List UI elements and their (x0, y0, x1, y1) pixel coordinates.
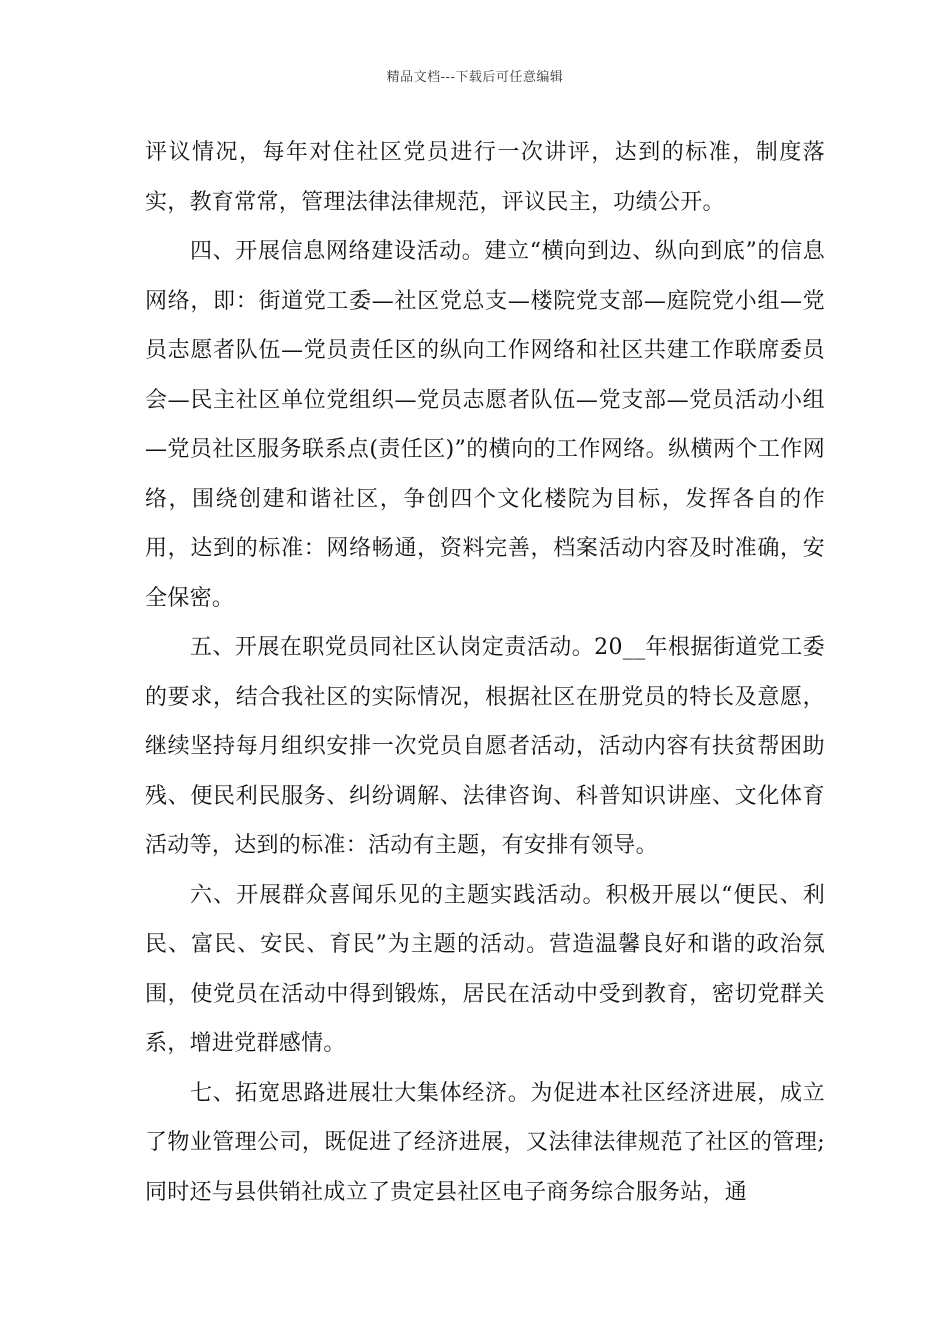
paragraph-4: 六、开展群众喜闻乐见的主题实践活动。积极开展以“便民、利民、富民、安民、育民”为主题的活动。营造温馨良好和谐的政治氛围，使党员在活动中得到锻炼，居民在活动中受到教育，密切党群关系，增进党群感情。 (145, 882, 825, 1056)
paragraph-3: 五、开展在职党员同社区认岗定责活动。20__年根据街道党工委的要求，结合我社区的实际情况，根据社区在册党员的特长及意愿，继续坚持每月组织安排一次党员自愿者活动，活动内容有扶贫帮困助残、便民利民服务、纠纷调解、法律咨询、科普知识讲座、文化体育活动等，达到的标准：活动有主题，有安排有领导。 (145, 635, 825, 858)
page-header: 精品文档---下载后可任意编辑 (386, 70, 564, 85)
document-body (145, 128, 825, 1217)
paragraph-2: 四、开展信息网络建设活动。建立“横向到边、纵向到底”的信息网络，即：街道党工委—社区党总支—楼院党支部—庭院党小组—党员志愿者队伍—党员责任区的纵向工作网络和社区共建工作联席委员会—民主社区单位党组织—党员志愿者队伍—党支部—党员活动小组—党员社区服务联系点(责任区)”的横向的工作网络。纵横两个工作网络，围绕创建和谐社区，争创四个文化楼院为目标，发挥各自的作用，达到的标准：网络畅通，资料完善，档案活动内容及时准确，安全保密。 (145, 239, 825, 611)
paragraph-5: 七、拓宽思路进展壮大集体经济。为促进本社区经济进展，成立了物业管理公司，既促进了经济进展，又法律法律规范了社区的管理;同时还与县供销社成立了贵定县社区电子商务综合服务站，通 (145, 1080, 825, 1205)
paragraph-1: 评议情况，每年对住社区党员进行一次讲评，达到的标准，制度落实，教育常常，管理法律法律规范，评议民主，功绩公开。 (145, 140, 825, 215)
